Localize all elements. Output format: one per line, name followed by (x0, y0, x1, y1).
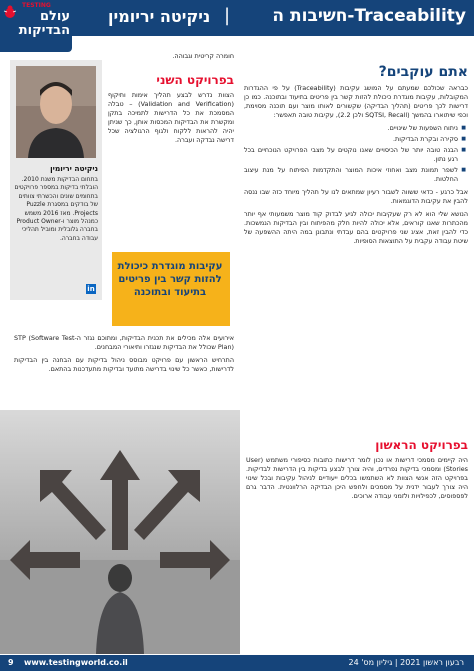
paragraph: חומרה קריטית וגבוהה. (172, 52, 234, 60)
article-title: חשיבות ה-Traceability (272, 6, 466, 26)
list-item: ■ לשפר תמונת מצב ואחוזי איכות המוצר והתקדמות הפיתוח על מנת עיצוב החלטות. (244, 166, 458, 184)
logo-text (8, 10, 70, 38)
paragraph: אבל כרגע - כדאי ששווה לשבור רעיון שמתאים לנו על תהליך מיוחד כזה שבו ננסה להבין את עקיבות הדוגמאות. (244, 188, 468, 205)
page-number: 9 (8, 658, 14, 667)
title-separator: | (224, 5, 231, 26)
article-author: ניקיטה יריומין (108, 7, 211, 26)
paragraph: הצוות נדרש לבצע תהליך אימות ותיקוף (Validation and Verification) – טבלה המסמכת את כל הדרישות לתמיכה בתקן ומקשרת את הבדיקות המכסות אותן, כך שניתן יהיה להראות ללקוח ולגוף הרגולציה שכל דרישה נבדקה ועברה. (108, 91, 234, 144)
section-heading-second-project: בפרויקט השני (156, 73, 234, 87)
pull-quote (112, 252, 230, 326)
page-footer (0, 655, 474, 671)
logo-line-1: עולם (39, 9, 70, 24)
right-column (244, 52, 468, 250)
middle-column (108, 52, 234, 149)
section-heading-are-you-tracking: אתם עוקבים? (378, 64, 468, 80)
pull-quote-text: עקיבות מוגדרת כיכולת להזות קשר בין פריטים בתיעוד ובתוכנה (117, 261, 223, 298)
magazine-logo (0, 0, 72, 52)
author-bio (10, 60, 102, 300)
issue-info: רבעון ראשון 2021 | גיליון מס' 24 (348, 658, 464, 667)
section-heading-first-project: בפרויקט הראשון (375, 438, 468, 452)
logo-line-2: הבדיקות (18, 23, 70, 38)
right-lower-column (246, 426, 468, 505)
paragraph: אירועים אלה מכילים את תכנית הבדיקות, ומתוכם נגזר ה-STP (Software Test Plan) שכולל את הבדיקות שנגזרו ותיאורי המבחנים. (14, 334, 235, 351)
paragraph: הנושא שלי הוא לא רק שעקיבות יכולה לגיע לבדוק קוד מוצר משמעותי אף יותר מהכתרות שאנו קוראים, אלא יכולה להיות חלק מהפיתוח ובין הבדיקות הנמשכות. כדי להבין זאת, אציג שני פרויקטים בהם עבדתי ונתבונן במה היתה ההשפעה של שיטת עבודה עקבית על התוצאות הסופיות. (244, 210, 468, 245)
linkedin-icon[interactable]: in (87, 285, 95, 293)
paragraph: היה קיימים מסמכי דרישות או נכון לומר דרישות כתובות כסיפורי משתמש (User Stories) ומסמכי בדיקות נפרדים, והיה צורך לבצע בדיקות בין הדרישות לבדיקות. בפרויקט הזה אנשי הצוות לא השתמשו בכלים ייעודיים לניהול עקיבות ובכל שינוי היה צורך לעבור ידנית על מסמכים ולחפש היכן הבדיקה הרלוונטית. הדבר גרם לפספוסים, לכפילויות ולזמני עבודה ארוכים. (246, 456, 468, 500)
website-link[interactable]: www.testingworld.co.il (24, 658, 128, 667)
list-item: ■ סקירה ובקרת הבדיקות. (244, 135, 458, 144)
logo-small-text: TESTING (22, 2, 51, 9)
benefits-list (244, 124, 468, 184)
list-item: ■ הבנה טובה יותר של הכיסויים שאנו נוקטים על מצבי הפרויקט הנוכחיים בכל רגע נתון. (244, 146, 458, 164)
decision-arrows-image (0, 410, 240, 654)
illustration (0, 410, 240, 654)
paragraph: כבראה שכולכם שמעתם על המושג עקיבות (Traceability) על פי ההגדרות המקובלות, עקיבות מוגדרת כיכולת להזות קשר בין פריטים בתיעוד ובתוכנה. כמו כן דרישות לכך פריטים (תהליך הבדיקה) שקשורים לאותו מוצר ועם תוכנה מסוימת, וכפי שיתוארו בהמשך (SQTSI, Recall ולכן 2.2), עקיבות טובה תאפשר: (244, 84, 468, 119)
paragraph: התרחיש הראשון עם פרויקט מבוסס ניהול בדיקות עם הבחנה בין הבדיקות לדרישות, כאשר כל שינוי בדרישה מתועד ובדיקות מתעדכנות בהתאם. (14, 356, 234, 373)
author-portrait-image (16, 66, 96, 158)
middle-lower-text (14, 334, 234, 378)
author-photo (16, 66, 96, 158)
list-item: ■ ניתוח השפעות של שינויים. (244, 124, 458, 133)
author-description: בתחום הבדיקות משנת 2010. הובלתי בדיקות במספר פרויקטים בתחומים שונים והכשרתי צוותים של בודקים במסגרת Puzzle Projects. מאז 2016 משמש כמנהל מוצר ו-Product Owner בחברה גלובלית ומוביל תהליכי עבודה בחברה. (14, 176, 98, 242)
author-name: ניקיטה יריומין (50, 164, 98, 173)
